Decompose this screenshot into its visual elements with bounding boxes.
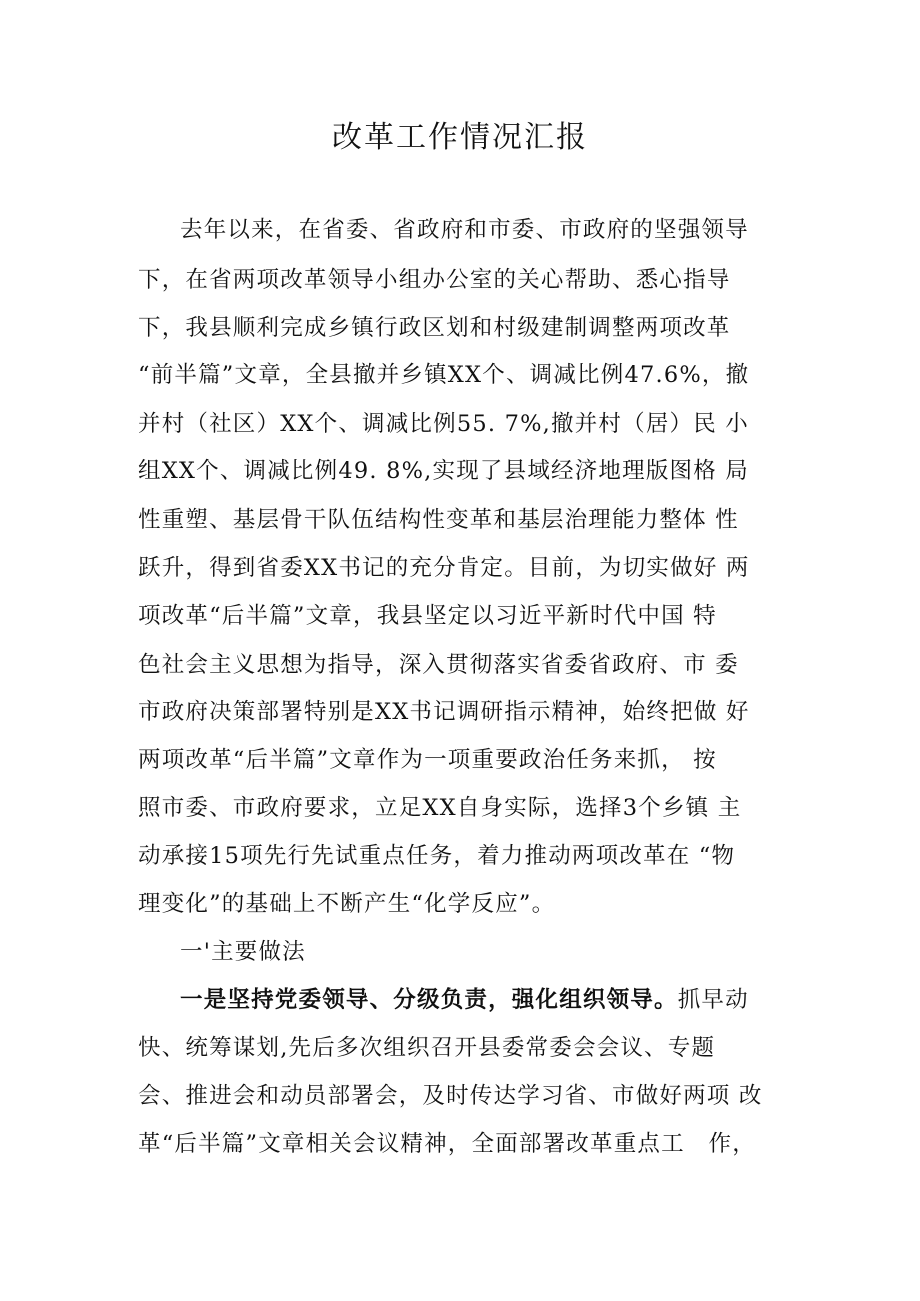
paragraph-line: 会、推进会和动员部署会，及时传达学习省、市做好两项 改 (138, 1083, 763, 1109)
subsection-bold-lead: 一是坚持党委领导、分级负责，强化组织领导。 (180, 987, 678, 1013)
document-title: 改革工作情况汇报 (332, 120, 588, 155)
paragraph-line: 性重塑、基层骨干队伍结构性变革和基层治理能力整体 性 (138, 507, 739, 533)
paragraph-line: 组XX个、调减比例49. 8%,实现了县域经济地理版图格 局 (138, 458, 749, 484)
paragraph-line: 快、统筹谋划,先后多次组织召开县委常委会会议、专题 (138, 1035, 716, 1061)
paragraph-line: 市政府决策部署特别是XX书记调研指示精神，始终把做 好 (138, 699, 750, 725)
paragraph-line: 理变化”的基础上不断产生“化学反应”。 (138, 891, 556, 917)
paragraph-line: 下，我县顺利完成乡镇行政区划和村级建制调整两项改革 (138, 315, 731, 341)
paragraph-line: 并村（社区）XX个、调减比例55. 7%,撤并村（居）民 小 (138, 411, 749, 437)
subsection-line (180, 982, 798, 1018)
paragraph-line: 革“后半篇”文章相关会议精神，全面部署改革重点工 作， (138, 1131, 756, 1157)
paragraph-line: 跃升，得到省委XX书记的充分肯定。目前，为切实做好 两 (138, 555, 750, 581)
paragraph-line: 动承接15项先行先试重点任务，着力推动两项改革在 “物 (138, 843, 736, 869)
paragraph-line: 色社会主义思想为指导，深入贯彻落实省委省政府、市 委 (138, 652, 739, 678)
subsection-lead-rest: 抓早动 (677, 987, 749, 1013)
section-heading: 一'主要做法 (180, 939, 306, 965)
paragraph-line: 下，在省两项改革领导小组办公室的关心帮助、悉心指导 (138, 267, 731, 293)
paragraph-line: 照市委、市政府要求，立足XX自身实际，选择3个乡镇 主 (138, 795, 742, 821)
paragraph-line: 项改革“后半篇”文章，我县坚定以习近平新时代中国 特 (138, 603, 717, 629)
paragraph-line: 两项改革“后半篇”文章作为一项重要政治任务来抓， 按 (138, 747, 717, 773)
paragraph-line: “前半篇”文章，全县撤并乡镇XX个、调减比例47.6%，撤 (138, 362, 750, 388)
paragraph-line: 去年以来，在省委、省政府和市委、市政府的坚强领导 (180, 217, 749, 243)
